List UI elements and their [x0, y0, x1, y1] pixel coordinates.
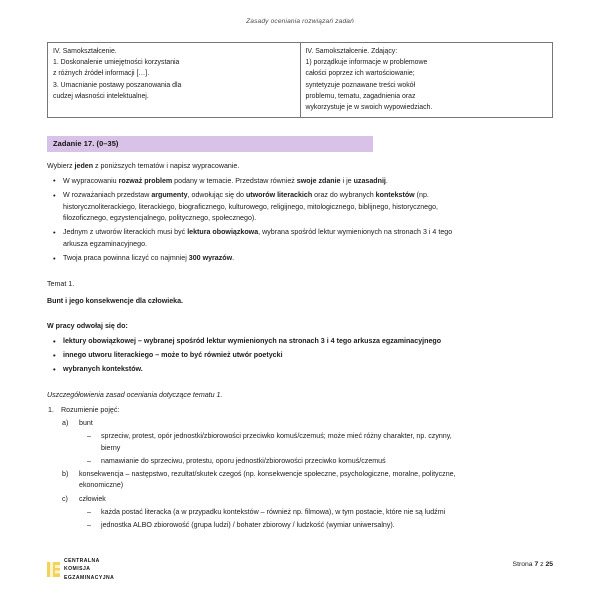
bullet-emphasis: argumenty	[151, 191, 188, 200]
page-number-current: 7	[534, 561, 539, 568]
task-requirement-list	[47, 176, 553, 265]
bullet-text: , odwołując się do	[187, 191, 246, 200]
cke-logo-text	[64, 557, 114, 582]
bullet-text: Twoja praca powinna liczyć co najmniej	[63, 254, 189, 263]
bullet-text: oraz do wybranych	[312, 191, 376, 200]
list-item	[47, 227, 455, 250]
task-instruction-suffix: z poniższych tematów i napisz wypracowanie.	[93, 162, 240, 171]
criteria-line: 1) porządkuje informacje w problemowe	[305, 59, 428, 67]
list-item: • lektury obowiązkowej – wybranej spośród lektur wymienionych na stronach 3 i 4 tego arkusza egzaminacyjnego	[47, 336, 455, 348]
task-instruction-emphasis: jeden	[74, 162, 94, 171]
bullet-text: W rozważaniach przedstaw	[63, 191, 152, 200]
task-instruction-prefix: Wybierz	[47, 162, 75, 171]
details-numbered-list	[47, 405, 553, 532]
bullet-emphasis: utworów literackich	[245, 191, 313, 200]
bullet-emphasis: uzasadnij	[353, 176, 386, 185]
bullet-text: Jednym z utworów literackich musi być	[63, 228, 188, 237]
bullet-text: (np. historycznoliterackiego, literackiego, biograficznego, kulturowego, religijnego, mitologicznego, biblijnego, historycznego, filozoficznego, egzystencjalnego, politycznego, społecznego).	[63, 191, 438, 223]
list-item: • innego utworu literackiego – może to być również utwór poetycki	[47, 350, 455, 362]
criteria-line: z różnych źródeł informacji […].	[53, 70, 150, 78]
criteria-line: wykorzystuje je w swoich wypowiedziach.	[305, 103, 433, 111]
cke-logo-mark-icon	[47, 562, 60, 577]
page-footer	[47, 557, 553, 583]
criteria-cell-outcome	[300, 43, 553, 118]
list-item	[61, 418, 457, 468]
bullet-text: .	[232, 254, 235, 263]
criteria-line: 3. Umacnianie postawy poszanowania dla	[53, 81, 182, 89]
criteria-table-body	[48, 43, 553, 118]
table-row	[48, 43, 553, 118]
page-number-separator: z	[538, 561, 546, 568]
list-item	[47, 176, 455, 188]
task-heading-band: Zadanie 17. (0–35)	[47, 136, 373, 152]
concept-label: człowiek	[79, 494, 106, 503]
bullet-text: W wypracowaniu	[63, 176, 119, 185]
logo-line: CENTRALNA	[64, 558, 100, 564]
bullet-emphasis: kontekstów	[375, 191, 415, 200]
details-heading: Uszczegółowienia zasad oceniania dotyczące tematu 1.	[47, 390, 223, 399]
page-number	[513, 561, 553, 568]
list-item	[61, 494, 457, 532]
concept-label: konsekwencja – następstwo, rezultat/skutek czegoś (np. konsekwencje społeczne, psychologiczne, moralne, polityczne, ekonomiczne)	[79, 469, 456, 490]
topic-title: Bunt i jego konsekwencje dla człowieka.	[47, 296, 184, 305]
logo-line: KOMISJA	[64, 566, 91, 573]
criteria-line: całości poprzez ich wartościowanie;	[305, 70, 415, 78]
criteria-line: IV. Samokształcenie. Zdający:	[305, 48, 398, 55]
task-instruction	[47, 161, 439, 173]
list-item	[47, 253, 455, 265]
bullet-emphasis: swoje zdanie	[296, 176, 341, 185]
list-item	[47, 190, 455, 225]
criteria-line: problemu, tematu, zagadnienia oraz	[305, 92, 416, 100]
criteria-line: cudzej własności intelektualnej.	[53, 92, 149, 100]
list-item	[61, 469, 457, 492]
list-item: • wybranych kontekstów.	[47, 364, 455, 376]
topic-refer-list	[47, 336, 553, 376]
bullet-emphasis: 300 wyrazów	[188, 254, 233, 263]
concept-label: bunt	[79, 418, 93, 427]
logo-line: EGZAMINACYJNA	[64, 574, 115, 581]
concept-detail-list	[79, 431, 457, 467]
concept-list	[61, 418, 553, 532]
bullet-emphasis: rozważ problem	[118, 176, 173, 185]
list-item: – każda postać literacka (a w przypadku kontekstów – również np. filmowa), w tym postacie, które nie są ludźmi	[79, 507, 457, 519]
cke-logo	[47, 557, 114, 582]
list-item: – namawianie do sprzeciwu, protestu, oporu jednostki/zbiorowości przeciwko komuś/czemuś	[79, 456, 457, 468]
details-item-label: Rozumienie pojęć:	[61, 405, 120, 414]
list-item: – sprzeciw, protest, opór jednostki/zbiorowości przeciwko komuś/czemuś; może mieć różny charakter, np. czynny, bierny	[79, 431, 457, 454]
page-number-prefix: Strona	[512, 561, 535, 568]
list-item: – jednostka ALBO zbiorowość (grupa ludzi) / bohater zbiorowy / ludzkość (wymiar uniwersalny).	[79, 520, 457, 532]
bullet-text: podany w temacie. Przedstaw również	[172, 176, 297, 185]
criteria-line: 1. Doskonalenie umiejętności korzystania	[53, 59, 180, 67]
bullet-text: , wybrana spośród lektur wymienionych na stronach 3 i 4 tego arkusza egzaminacyjnego.	[63, 228, 453, 249]
running-header: Zasady oceniania rozwiązań zadań	[246, 18, 354, 25]
criteria-line: IV. Samokształcenie.	[53, 48, 117, 55]
topic-label: Temat 1.	[47, 279, 75, 288]
concept-detail-list	[79, 507, 457, 532]
criteria-table	[47, 42, 553, 118]
criteria-cell-requirement	[48, 43, 301, 118]
list-item	[47, 405, 553, 532]
topic-refer-heading: W pracy odwołaj się do:	[47, 322, 128, 331]
page-number-total: 25	[545, 561, 553, 568]
criteria-line: syntetyzuje poznawane treści wokół	[305, 81, 416, 89]
bullet-text: .	[385, 176, 388, 185]
bullet-text: i je	[340, 176, 354, 185]
bullet-emphasis: lektura obowiązkowa	[187, 228, 259, 237]
